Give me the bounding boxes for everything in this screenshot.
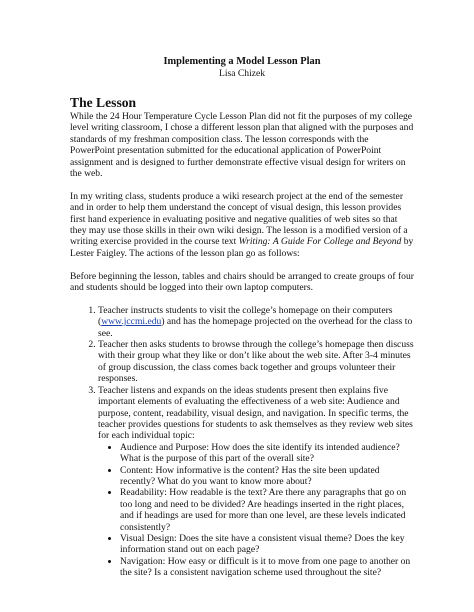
topic-navigation: • Navigation: How easy or difficult is it to move from one page to another on the site? Is a consistent navigation scheme used throughout the site? (120, 556, 414, 579)
paragraph-setup: Before beginning the lesson, tables and chairs should be arranged to create groups of four and students should be logged into their own laptop computers. (70, 270, 414, 294)
topic-content: • Content: How informative is the content? Has the site been updated recently? What do you want to know more about? (120, 465, 414, 488)
evaluation-topics-list (98, 442, 414, 579)
paragraph-text: by Lester Faigley. The actions of the lesson plan go as follows: (70, 236, 414, 259)
lesson-step-3 (98, 385, 414, 579)
book-title: Writing: A Guide For College and Beyond (238, 236, 402, 248)
step-text: ) and has the homepage projected on the overhead for the class to see. (98, 316, 413, 339)
section-heading: The Lesson (70, 95, 137, 110)
step-text: Teacher listens and expands on the ideas students present then explains five important elements of evaluating the effectiveness of a web site: Audience and purpose, content, readability, visual design, and navigation. In specific terms, the teacher provides questions for students to ask themselves as they review web sites for each individual topic: (98, 384, 413, 442)
paragraph-text: In my writing class, students produce a wiki research project at the end of the semester and in order to help them understand the concept of visual design, this lesson provides first hand experience in evaluating positive and negative qualities of web sites so that they may use those skills in their own wiki design. The lesson is a modified version of a writing exercise provided in the course text (70, 190, 408, 248)
topic-readability: • Readability: How readable is the text? Are there any paragraphs that go on too long and need to be divided? Are headings inserted in the right places, and if headings are used for more than one level, are these levels indicated consistently? (120, 487, 414, 533)
lesson-step-1 (98, 305, 414, 339)
document-title: Implementing a Model Lesson Plan (163, 56, 321, 67)
lesson-steps-list (70, 305, 414, 579)
paragraph-wiki-project (70, 191, 414, 259)
topic-audience-purpose: • Audience and Purpose: How does the site identify its intended audience? What is the purpose of this part of the overall site? (120, 442, 414, 465)
document-author: Lisa Chizek (218, 68, 266, 79)
lesson-step-2: 2. Teacher then asks students to browse through the college’s homepage then discuss with their group what they like or don’t like about the web site. After 3-4 minutes of group discussion, the class comes back together and groups volunteer their responses. (98, 339, 414, 385)
college-homepage-link[interactable]: www.jccmi.edu (101, 316, 162, 328)
paragraph-intro: While the 24 Hour Temperature Cycle Lesson Plan did not fit the purposes of my college level writing classroom, I chose a different lesson plan that aligned with the purposes and standards of my freshman composition class. The lesson corresponds with the PowerPoint presentation submitted for the educational application of PowerPoint assignment and is designed to further demonstrate effective visual design for writers on the web. (70, 111, 414, 180)
step-text: Teacher instructs students to visit the college’s homepage on their computers ( (98, 304, 393, 328)
topic-visual-design: • Visual Design: Does the site have a consistent visual theme? Does the key information stand out on each page? (120, 533, 414, 556)
